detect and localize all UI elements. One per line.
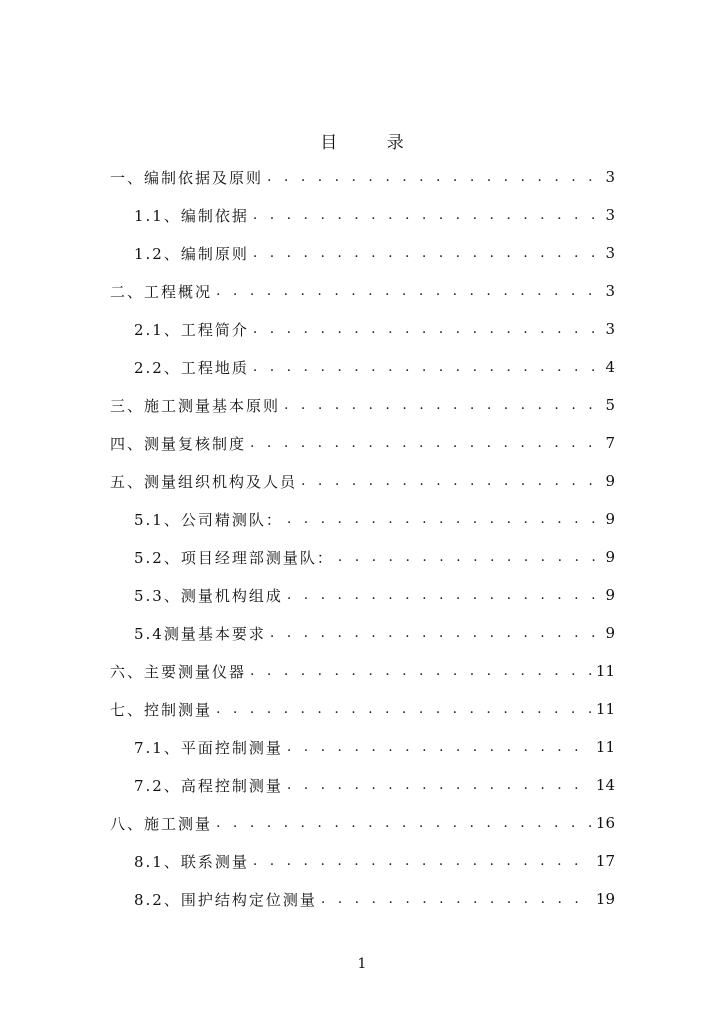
toc-entry-page: 11 xyxy=(595,662,615,680)
toc-entry[interactable] xyxy=(110,272,615,310)
toc-entry-label: 8.1、联系测量 xyxy=(134,852,249,871)
toc-entry-label: 2.1、工程简介 xyxy=(134,320,249,339)
toc-entry-label: 一、编制依据及原则 xyxy=(110,168,264,187)
toc-entry[interactable] xyxy=(110,728,615,766)
toc-entry-label: 7.2、高程控制测量 xyxy=(134,776,283,795)
toc-entry[interactable] xyxy=(110,614,615,652)
toc-entry[interactable] xyxy=(110,690,615,728)
toc-entry-label: 二、工程概况 xyxy=(110,282,213,301)
toc-entry-page: 7 xyxy=(605,434,615,452)
toc-entry[interactable] xyxy=(110,500,615,538)
toc-entry-page: 3 xyxy=(605,320,615,338)
toc-dot-leader xyxy=(216,815,592,831)
toc-dot-leader xyxy=(287,587,602,603)
toc-dot-leader xyxy=(253,359,602,375)
toc-dot-leader xyxy=(253,321,602,337)
toc-dot-leader xyxy=(270,625,602,641)
toc-entry[interactable] xyxy=(110,766,615,804)
toc-entry-label: 五、测量组织机构及人员 xyxy=(110,472,298,491)
toc-entry-page: 3 xyxy=(605,282,615,300)
toc-entry-page: 3 xyxy=(605,244,615,262)
toc-entry-page: 9 xyxy=(605,586,615,604)
toc-entry[interactable] xyxy=(110,386,615,424)
toc-entry-label: 5.1、公司精测队： xyxy=(134,510,283,529)
toc-entry[interactable] xyxy=(110,196,615,234)
toc-entry-page: 9 xyxy=(605,510,615,528)
table-of-contents xyxy=(110,158,615,918)
toc-entry-label: 5.3、测量机构组成 xyxy=(134,586,283,605)
toc-entry-page: 4 xyxy=(605,358,615,376)
toc-entry-label: 八、施工测量 xyxy=(110,814,213,833)
toc-entry-label: 5.4测量基本要求 xyxy=(134,624,266,643)
toc-entry-label: 六、主要测量仪器 xyxy=(110,662,247,681)
toc-entry[interactable] xyxy=(110,158,615,196)
toc-entry-page: 19 xyxy=(595,890,615,908)
toc-entry-label: 1.2、编制原则 xyxy=(134,244,249,263)
toc-dot-leader xyxy=(253,245,602,261)
toc-dot-leader xyxy=(338,549,602,565)
page-number: 1 xyxy=(357,956,367,972)
toc-entry[interactable] xyxy=(110,804,615,842)
toc-dot-leader xyxy=(284,397,601,413)
toc-entry-page: 3 xyxy=(605,206,615,224)
toc-entry[interactable] xyxy=(110,234,615,272)
toc-entry[interactable] xyxy=(110,880,615,918)
toc-title: 目 录 xyxy=(320,133,426,153)
toc-dot-leader xyxy=(321,891,592,907)
toc-entry[interactable] xyxy=(110,842,615,880)
toc-dot-leader xyxy=(287,511,602,527)
toc-entry-page: 11 xyxy=(595,738,615,756)
toc-entry-label: 7.1、平面控制测量 xyxy=(134,738,283,757)
toc-dot-leader xyxy=(216,701,592,717)
toc-entry-label: 8.2、围护结构定位测量 xyxy=(134,890,317,909)
toc-dot-leader xyxy=(267,169,601,185)
toc-entry[interactable] xyxy=(110,538,615,576)
toc-entry-label: 5.2、项目经理部测量队： xyxy=(134,548,334,567)
toc-dot-leader xyxy=(253,207,602,223)
toc-entry[interactable] xyxy=(110,424,615,462)
toc-entry-page: 14 xyxy=(595,776,615,794)
toc-entry-label: 三、施工测量基本原则 xyxy=(110,396,281,415)
toc-dot-leader xyxy=(253,853,592,869)
toc-entry[interactable] xyxy=(110,348,615,386)
toc-entry-page: 5 xyxy=(605,396,615,414)
toc-entry-label: 七、控制测量 xyxy=(110,700,213,719)
toc-entry-label: 1.1、编制依据 xyxy=(134,206,249,225)
toc-dot-leader xyxy=(250,663,592,679)
toc-entry-page: 16 xyxy=(595,814,615,832)
toc-entry-page: 9 xyxy=(605,548,615,566)
toc-entry[interactable] xyxy=(110,462,615,500)
toc-entry-page: 17 xyxy=(595,852,615,870)
toc-entry-page: 3 xyxy=(605,168,615,186)
toc-entry-page: 11 xyxy=(595,700,615,718)
toc-dot-leader xyxy=(301,473,601,489)
toc-entry[interactable] xyxy=(110,310,615,348)
toc-entry-label: 2.2、工程地质 xyxy=(134,358,249,377)
toc-dot-leader xyxy=(287,777,592,793)
toc-dot-leader xyxy=(287,739,592,755)
toc-dot-leader xyxy=(250,435,601,451)
toc-dot-leader xyxy=(216,283,601,299)
toc-entry[interactable] xyxy=(110,576,615,614)
toc-entry-page: 9 xyxy=(605,624,615,642)
toc-entry[interactable] xyxy=(110,652,615,690)
toc-entry-label: 四、测量复核制度 xyxy=(110,434,247,453)
toc-entry-page: 9 xyxy=(605,472,615,490)
